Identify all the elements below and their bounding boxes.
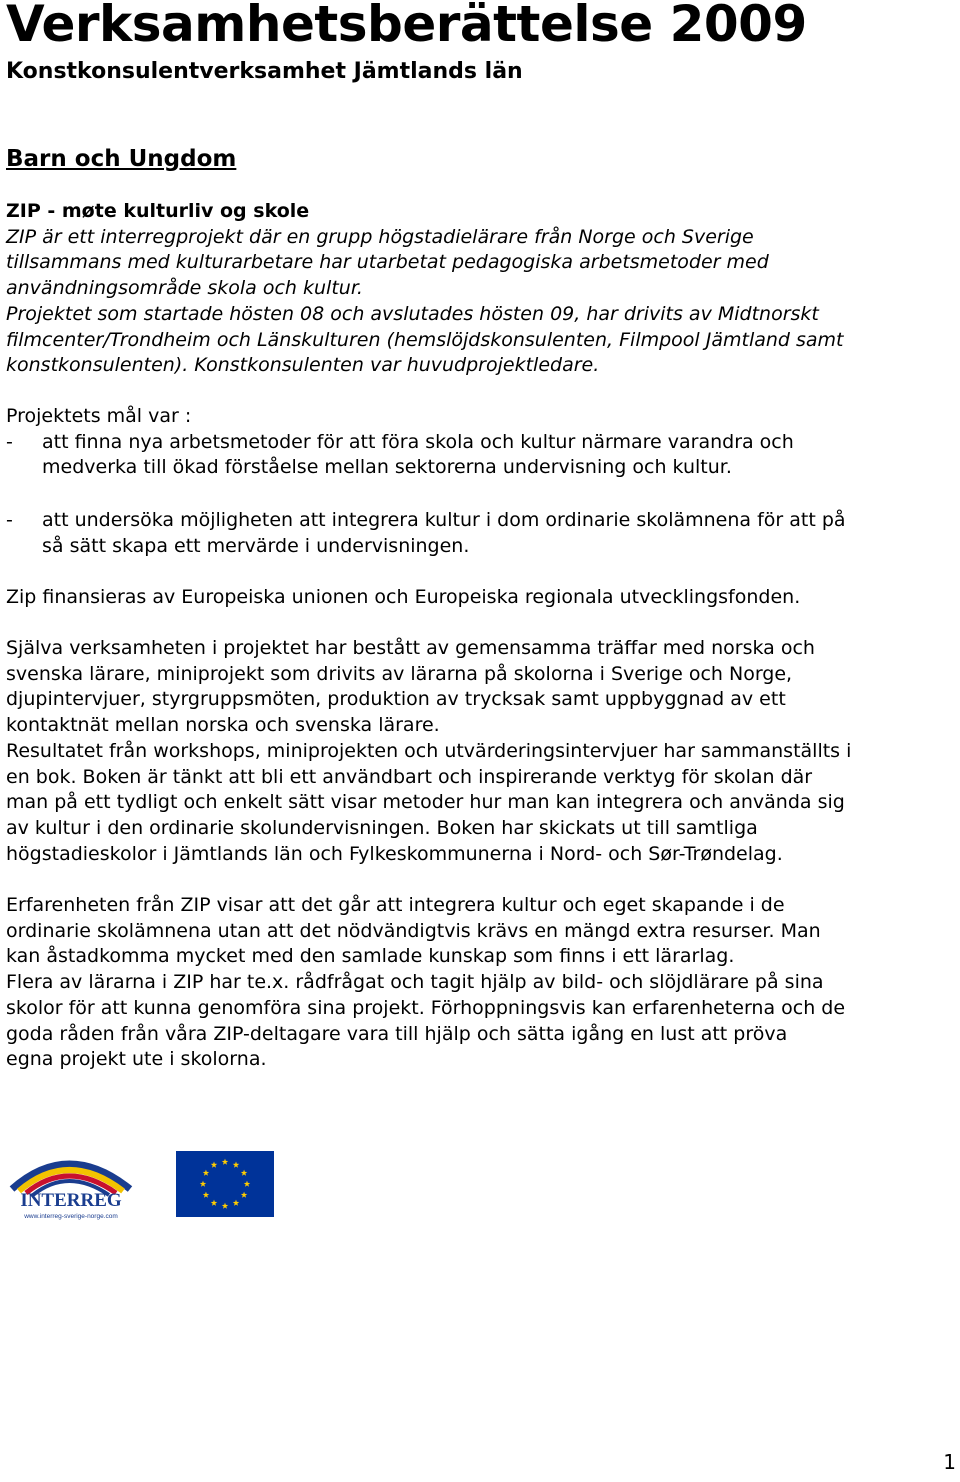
goal-line: så sätt skapa ett mervärde i undervisningen. bbox=[42, 534, 470, 557]
interreg-wordmark: INTERREG bbox=[20, 1190, 122, 1211]
zip-intro-line: ZIP är ett interregprojekt där en grupp högstadielärare från Norge och Sverige bbox=[6, 225, 754, 248]
paragraph-line: Resultatet från workshops, miniprojekten och utvärderingsintervjuer har sammanställts i bbox=[6, 739, 852, 762]
goal-line: att undersöka möjligheten att integrera kultur i dom ordinarie skolämnena för att på bbox=[42, 509, 846, 531]
activity-paragraph bbox=[6, 636, 851, 867]
paragraph-line: kontaktnät mellan norska och svenska lärare. bbox=[6, 714, 440, 737]
zip-block bbox=[6, 199, 844, 379]
paragraph-line: skolor för att kunna genomföra sina projekt. Förhoppningsvis kan erfarenheterna och de bbox=[6, 996, 846, 1019]
goal-line: att finna nya arbetsmetoder för att föra skola och kultur närmare varandra och bbox=[42, 430, 794, 453]
zip-intro-line: användningsområde skola och kultur. bbox=[6, 277, 363, 300]
paragraph-line: Flera av lärarna i ZIP har te.x. rådfrågat och tagit hjälp av bild- och slöjdlärare på sina bbox=[6, 971, 824, 994]
financing-paragraph: Zip finansieras av Europeiska unionen och Europeiska regionala utvecklingsfonden. bbox=[6, 586, 801, 608]
paragraph-line: ordinarie skolämnena utan att det nödvändigtvis krävs en mängd extra resurser. Man bbox=[6, 919, 821, 942]
goal-line: medverka till ökad förståelse mellan sektorerna undervisning och kultur. bbox=[42, 456, 732, 479]
paragraph-line: kan åstadkomma mycket med den samlade kunskap som finns i ett lärarlag. bbox=[6, 945, 735, 968]
interreg-url: www.interreg-sverige-norge.com bbox=[24, 1213, 118, 1220]
interreg-logo bbox=[6, 1145, 136, 1223]
goal-item bbox=[6, 508, 954, 559]
bullet-dash: - bbox=[6, 430, 13, 453]
paragraph-line: Erfarenheten från ZIP visar att det går att integrera kultur och eget skapande i de bbox=[6, 894, 785, 916]
goals-heading: Projektets mål var : bbox=[6, 405, 192, 427]
eu-flag-logo bbox=[176, 1151, 274, 1217]
document-title: Verksamhetsberättelse 2009 bbox=[6, 0, 807, 53]
paragraph-line: högstadieskolor i Jämtlands län och Fylkeskommunerna i Nord- och Sør-Trøndelag. bbox=[6, 842, 783, 865]
paragraph-line: av kultur i den ordinarie skolundervisningen. Boken har skickats ut till samtliga bbox=[6, 816, 758, 839]
experience-paragraph bbox=[6, 893, 845, 1073]
document-subtitle: Konstkonsulentverksamhet Jämtlands län bbox=[6, 59, 523, 84]
zip-intro-line: Projektet som startade hösten 08 och avslutades hösten 09, har drivits av Midtnorskt bbox=[6, 302, 819, 325]
paragraph-line: djupintervjuer, styrgruppsmöten, produktion av trycksak samt uppbyggnad av ett bbox=[6, 688, 786, 711]
goals-block-2 bbox=[6, 508, 954, 559]
zip-intro-line: tillsammans med kulturarbetare har utarbetat pedagogiska arbetsmetoder med bbox=[6, 251, 769, 274]
bullet-dash: - bbox=[6, 509, 13, 531]
zip-intro-line: filmcenter/Trondheim och Länskulturen (hemslöjdskonsulenten, Filmpool Jämtland samt bbox=[6, 328, 844, 351]
paragraph-line: man på ett tydligt och enkelt sätt visar metoder hur man kan integrera och använda sig bbox=[6, 791, 845, 814]
goal-item bbox=[6, 430, 954, 481]
zip-intro-line: konstkonsulenten). Konstkonsulenten var huvudprojektledare. bbox=[6, 354, 600, 377]
paragraph-line: en bok. Boken är tänkt att bli ett användbart och inspirerande verktyg för skolan där bbox=[6, 765, 813, 788]
zip-heading: ZIP - møte kulturliv og skole bbox=[6, 200, 310, 222]
page-number: 1 bbox=[943, 1450, 956, 1474]
paragraph-line: egna projekt ute i skolorna. bbox=[6, 1048, 267, 1071]
section-heading: Barn och Ungdom bbox=[6, 146, 237, 172]
paragraph-line: Själva verksamheten i projektet har bestått av gemensamma träffar med norska och bbox=[6, 637, 815, 659]
paragraph-line: svenska lärare, miniprojekt som drivits av lärarna på skolorna i Sverige och Norge, bbox=[6, 662, 793, 685]
paragraph-line: goda råden från våra ZIP-deltagare vara till hjälp och sätta igång en lust att pröva bbox=[6, 1022, 788, 1045]
goals-block bbox=[6, 404, 954, 481]
